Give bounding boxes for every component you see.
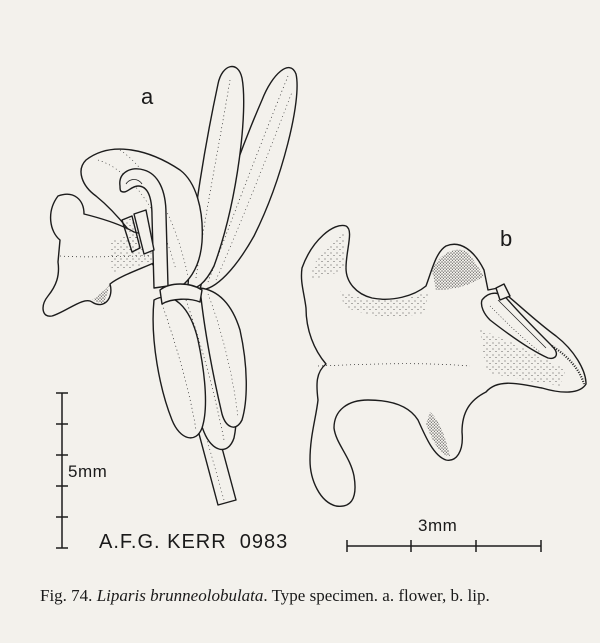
caption-suffix: . Type specimen. a. flower, b. lip. — [263, 586, 490, 605]
caption-prefix: Fig. 74. — [40, 586, 97, 605]
panel-label-b: b — [500, 226, 513, 251]
panel-label-a: a — [141, 84, 154, 109]
scale-bar-3mm — [347, 540, 541, 552]
scale-label-5mm: 5mm — [68, 462, 108, 481]
caption-species: Liparis brunneolobulata — [96, 586, 264, 605]
figure-caption — [40, 585, 580, 606]
flower-drawing-a — [43, 67, 297, 505]
scale-label-3mm: 3mm — [418, 516, 458, 535]
scale-bar-5mm — [56, 393, 68, 548]
collector-label: A.F.G. KERR 0983 — [99, 531, 289, 553]
lip-drawing-b — [301, 225, 586, 506]
